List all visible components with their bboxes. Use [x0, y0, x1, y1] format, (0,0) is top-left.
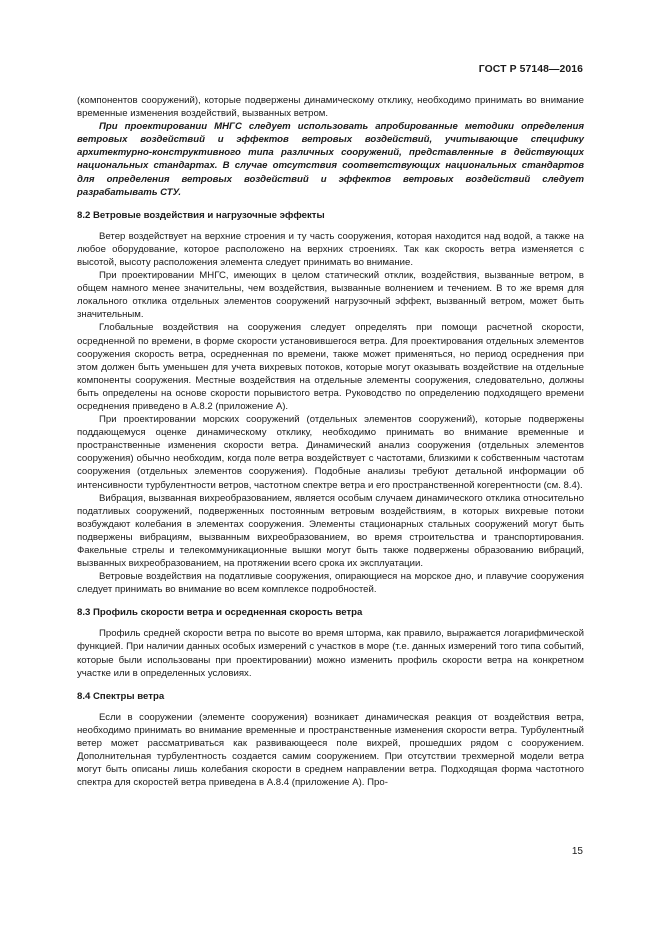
section-8-2-paragraph-2: При проектировании МНГС, имеющих в целом статический отклик, воздействия, вызванные ветром, в общем намного менее значительны, чем воздействия, вызванные волнением и течением. В то же время для локального отклика отдельных элементов сооружений нагрузочный эффект, вызванный ветром, может быть значительным.: [77, 270, 584, 321]
section-8-2-paragraph-4: При проектировании морских сооружений (отдельных элементов сооружений), которые подвержены поддающемуся оценке динамическому отклику, необходимо принимать во внимание временные и пространственные изменения скорости ветра. Динамический анализ сооружения (отдельных элементов сооружения) обычно необходим, когда поле ветра воздействует с частотами, близкими к собственным частотам сооружения (отдельных элементов сооружения). Подобные анализы требуют детальной информации об интенсивности турбулентности ветров, частотном спектре ветра и его пространственной когерентности (см. 8.4).: [77, 414, 584, 491]
section-8-2-paragraph-5: Вибрация, вызванная вихреобразованием, является особым случаем динамического отклика относительно податливых сооружений, подверженных постоянным ветровым воздействиям, в которых вихревые потоки возбуждают колебания в элементах сооружения. Элементы стационарных стальных сооружений могут быть подвержены вибрациям, вызванным вихреобразованием, во время строительства и транспортирования. Факельные стрелы и телекоммуникационные вышки могут быть также подвержены образованию вибраций, вызванных вихреобразованием, на протяжении всего срока их эксплуатации.: [77, 492, 584, 570]
paragraph-emphasis: При проектировании МНГС следует использовать апробированные методики определения ветровых воздействий и эффектов ветровых воздействий, учитывающие специфику архитектурно-конструктивного типа различных сооружений, представленные в действующих национальных стандартах. В случае отсутствия соответствующих национальных стандартов для определения ветровых воздействий и эффектов ветровых воздействий следует разрабатывать СТУ.: [77, 121, 584, 198]
section-8-2-paragraph-3: Глобальные воздействия на сооружения следует определять при помощи расчетной скорости, осредненной по времени, в форме скорости установившегося ветра. Для проектирования отдельных элементов сооружения скорость ветра, осредненная по времени, также может применяться, но период осреднения при этом должен быть уменьшен для учета вихревых потоков, которые могут оказывать воздействие на отдельные компоненты сооружения. Местные воздействия на отдельные элементы сооружения, следовательно, должны быть определены на основе скорости порывистого ветра. Руководство по определению подходящего времени осреднения приведено в А.8.2 (приложение А).: [77, 322, 584, 412]
section-8-3-paragraph-1: Профиль средней скорости ветра по высоте во время шторма, как правило, выражается логарифмической функцией. При наличии данных особых измерений с участков в море (т.е. данных измерений того типа событий, которые были использованы при проектировании) можно изменить профиль скорости ветра на конкретном участке или в определенных условиях.: [77, 628, 584, 679]
page-number: 15: [571, 846, 583, 857]
paragraph-intro: (компонентов сооружений), которые подвержены динамическому отклику, необходимо принимать во внимание временные изменения воздействий, вызванных ветром.: [77, 95, 584, 120]
section-8-2-paragraph-6: Ветровые воздействия на податливые сооружения, опирающиеся на морское дно, и плавучие сооружения следует принимать во внимание во всем комплексе подробностей.: [77, 571, 584, 596]
section-8-2-paragraph-1: Ветер воздействует на верхние строения и ту часть сооружения, которая находится над водой, а также на любое оборудование, которое расположено на верхних строениях. Так как скорость ветра изменяется с высотой, высоту расположения элемента следует принимать во внимание.: [77, 230, 584, 268]
section-8-3-heading: 8.3 Профиль скорости ветра и осредненная скорость ветра: [77, 607, 363, 619]
section-8-4-heading: 8.4 Спектры ветра: [77, 690, 165, 702]
section-8-2-heading: 8.2 Ветровые воздействия и нагрузочные эффекты: [77, 209, 325, 221]
page-content: [77, 94, 584, 789]
standard-header: ГОСТ Р 57148—2016: [478, 64, 583, 75]
section-8-4-paragraph-1: Если в сооружении (элементе сооружения) возникает динамическая реакция от воздействия ветра, необходимо принимать во внимание временные и пространственные изменения скорости ветра. Турбулентный ветер может рассматриваться как развивающееся поле вихрей, прошедших рядом с сооружением. Дополнительная турбулентность создается самим сооружением. При отсутствии трехмерной модели ветра могут быть описаны лишь колебания скорости в среднем направлении ветра. Подходящая форма частотного спектра для скоростей ветра приведена в А.8.4 (приложение А). Про-: [77, 711, 584, 789]
